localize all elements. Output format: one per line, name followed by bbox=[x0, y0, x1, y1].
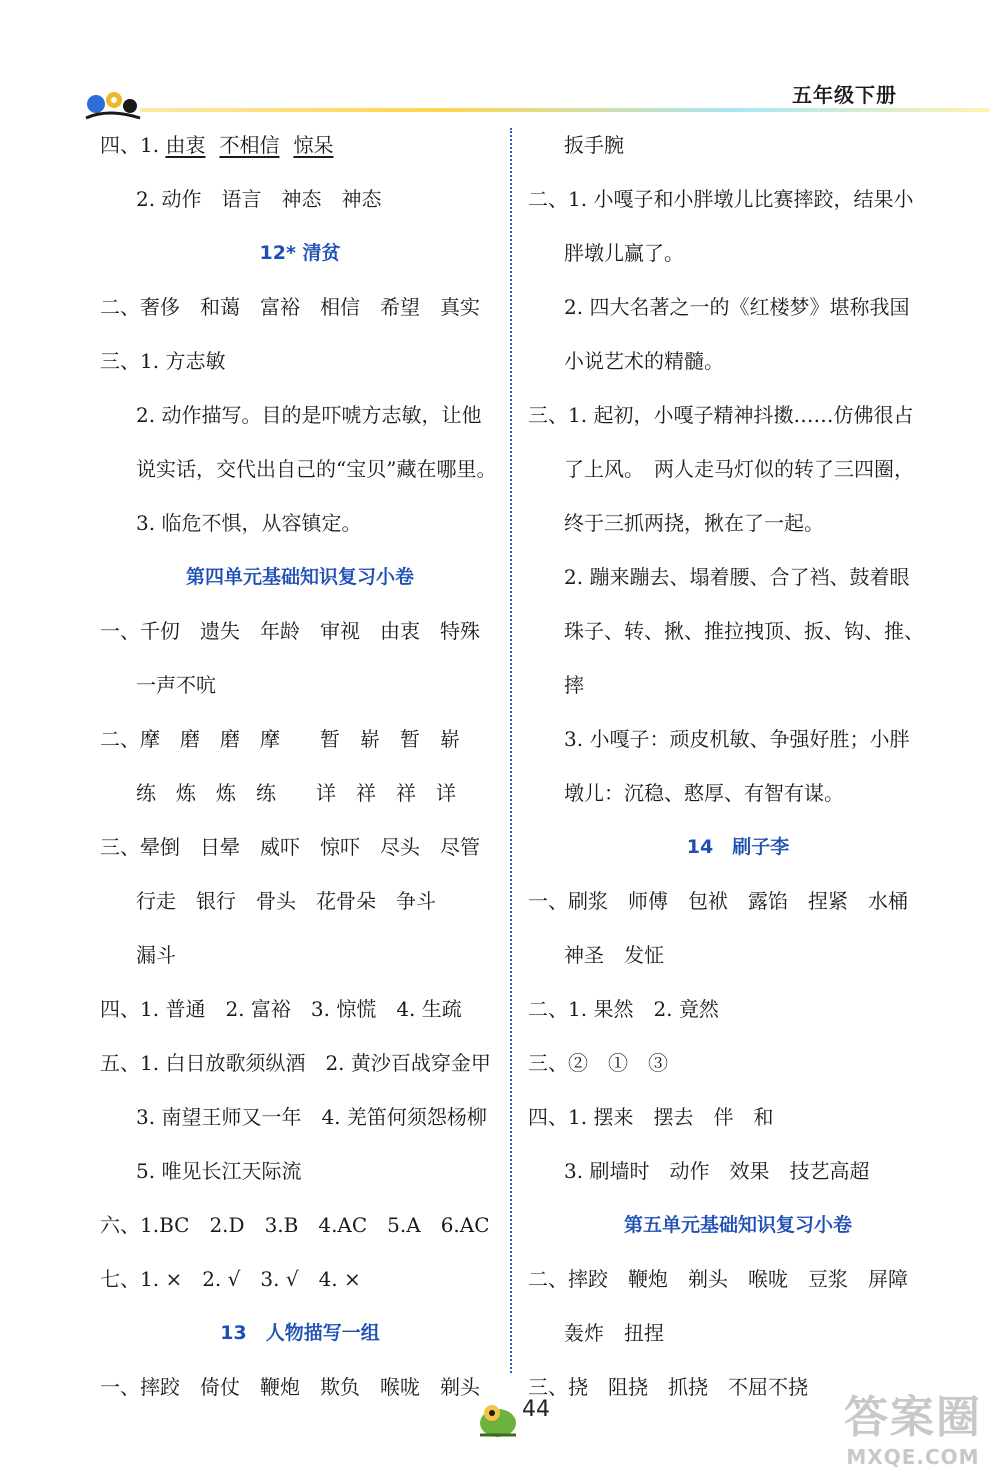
answer-word: 不相信 bbox=[219, 133, 280, 157]
answer-prefix: 四、1. bbox=[100, 133, 166, 157]
answer-line: 3. 南望王师又一年 4. 羌笛何须怨杨柳 bbox=[136, 1105, 487, 1129]
answer-line: 漏斗 bbox=[136, 943, 176, 967]
watermark-url: MXQE.COM bbox=[846, 1445, 980, 1469]
answer-line: 说实话，交代出自己的“宝贝”藏在哪里。 bbox=[136, 457, 497, 481]
answer-line: 五、1. 白日放歌须纵酒 2. 黄沙百战穿金甲 bbox=[100, 1051, 491, 1075]
answer-line: 摔 bbox=[564, 673, 584, 697]
section-heading: 14 刷子李 bbox=[686, 836, 790, 858]
section-heading: 第四单元基础知识复习小卷 bbox=[185, 566, 414, 588]
watermark-title: 答案圈 bbox=[844, 1392, 982, 1443]
answer-line: 墩儿：沉稳、憨厚、有智有谋。 bbox=[564, 781, 844, 805]
watermark bbox=[844, 1381, 982, 1469]
answer-line: 三、晕倒 日晕 威吓 惊吓 尽头 尽管 bbox=[100, 835, 480, 859]
right-column bbox=[528, 118, 948, 1414]
answer-line: 终于三抓两挠，揪在了一起。 bbox=[564, 511, 824, 535]
answer-line: 珠子、转、揪、推拉拽顶、扳、钩、推、 bbox=[564, 619, 924, 643]
answer-line: 二、摩 磨 磨 摩 暂 崭 暂 崭 bbox=[100, 727, 460, 751]
answer-line: 2. 动作 语言 神态 神态 bbox=[136, 187, 382, 211]
answer-line: 一声不吭 bbox=[136, 673, 216, 697]
answer-line: 一、刷浆 师傅 包袱 露馅 捏紧 水桶 bbox=[528, 889, 908, 913]
answer-line: 三、1. 起初，小嘎子精神抖擞……仿佛很占 bbox=[528, 403, 914, 427]
answer-line: 一、摔跤 倚仗 鞭炮 欺负 喉咙 剃头 bbox=[100, 1375, 480, 1399]
answer-line: 神圣 发怔 bbox=[564, 943, 664, 967]
answer-line: 三、② ① ③ bbox=[528, 1051, 668, 1075]
answer-line: 二、奢侈 和蔼 富裕 相信 希望 真实 bbox=[100, 295, 480, 319]
answer-line: 2. 四大名著之一的《红楼梦》堪称我国 bbox=[564, 295, 910, 319]
answer-word: 由衷 bbox=[165, 133, 206, 157]
answer-word: 惊呆 bbox=[293, 133, 334, 157]
column-divider bbox=[510, 128, 512, 1373]
left-column bbox=[100, 118, 500, 1414]
answer-line: 扳手腕 bbox=[564, 133, 624, 157]
section-heading: 第五单元基础知识复习小卷 bbox=[623, 1214, 852, 1236]
answer-line: 3. 临危不惧，从容镇定。 bbox=[136, 511, 362, 535]
page-number bbox=[470, 1385, 580, 1445]
section-heading: 13 人物描写一组 bbox=[220, 1322, 380, 1344]
mascot-icon bbox=[470, 1385, 530, 1445]
grade-label: 五年级下册 bbox=[792, 83, 897, 107]
answer-line: 三、挠 阻挠 抓挠 不屈不挠 bbox=[528, 1375, 808, 1399]
answer-line: 胖墩儿赢了。 bbox=[564, 241, 684, 265]
answer-line: 二、1. 果然 2. 竟然 bbox=[528, 997, 719, 1021]
answer-line: 一、千仞 遗失 年龄 审视 由衷 特殊 bbox=[100, 619, 480, 643]
answer-line: 二、1. 小嘎子和小胖墩儿比赛摔跤，结果小 bbox=[528, 187, 914, 211]
page-number-text: 44 bbox=[522, 1397, 550, 1422]
answer-line: 小说艺术的精髓。 bbox=[564, 349, 724, 373]
answer-line: 七、1. × 2. √ 3. √ 4. × bbox=[100, 1267, 361, 1291]
answer-line: 四、1. 摆来 摆去 伴 和 bbox=[528, 1105, 774, 1129]
answer-line: 2. 动作描写。目的是吓唬方志敏，让他 bbox=[136, 403, 482, 427]
answer-line: 了上风。 两人走马灯似的转了三四圈， bbox=[564, 457, 914, 481]
answer-line: 行走 银行 骨头 花骨朵 争斗 bbox=[136, 889, 436, 913]
section-heading: 12* 清贫 bbox=[259, 242, 341, 264]
answer-line: 六、1.BC 2.D 3.B 4.AC 5.A 6.AC bbox=[100, 1213, 490, 1237]
answer-line: 轰炸 扭捏 bbox=[564, 1321, 664, 1345]
answer-line: 3. 刷墙时 动作 效果 技艺高超 bbox=[564, 1159, 870, 1183]
answer-line: 2. 蹦来蹦去、塌着腰、合了裆、鼓着眼 bbox=[564, 565, 910, 589]
answer-line bbox=[100, 118, 500, 172]
answer-line: 三、1. 方志敏 bbox=[100, 349, 226, 373]
header-divider bbox=[140, 108, 990, 112]
answer-line: 5. 唯见长江天际流 bbox=[136, 1159, 302, 1183]
answer-line: 二、摔跤 鞭炮 剃头 喉咙 豆浆 屏障 bbox=[528, 1267, 908, 1291]
answer-line: 四、1. 普通 2. 富裕 3. 惊慌 4. 生疏 bbox=[100, 997, 462, 1021]
answer-line: 练 炼 炼 练 详 祥 祥 详 bbox=[136, 781, 456, 805]
answer-line: 3. 小嘎子：顽皮机敏、争强好胜；小胖 bbox=[564, 727, 910, 751]
